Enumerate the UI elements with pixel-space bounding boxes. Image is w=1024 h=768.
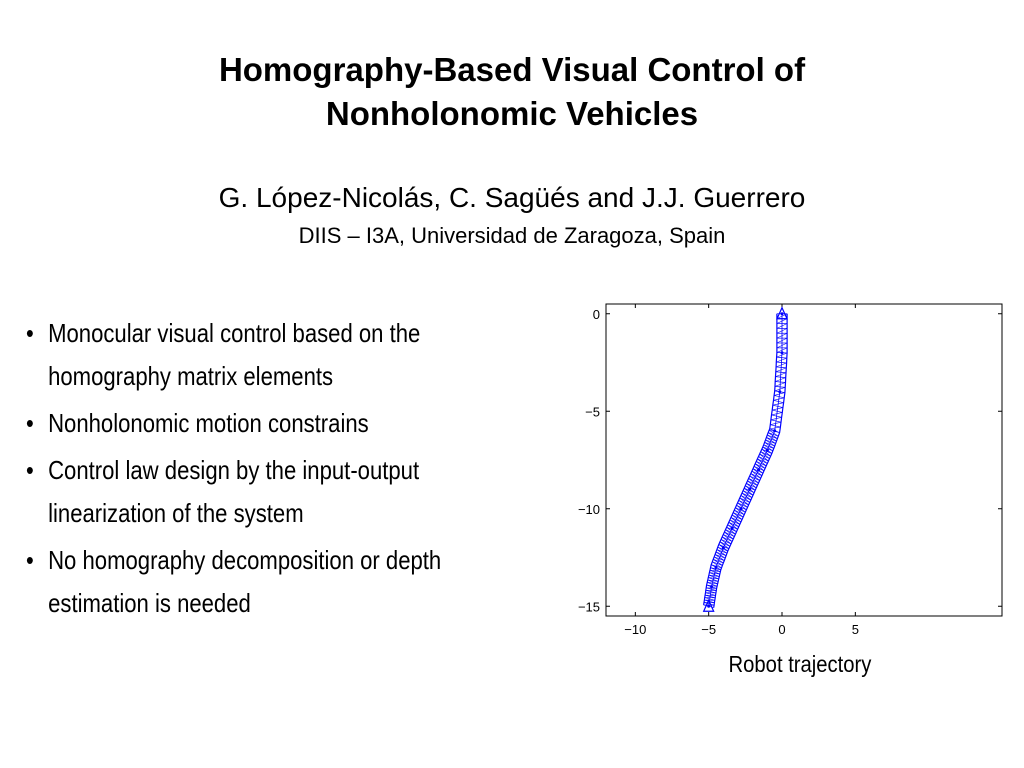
bullet-symbol: • [26,545,34,575]
trajectory-point [739,507,742,510]
trajectory-point [710,585,713,588]
bullet-text-line: Monocular visual control based on the [48,318,421,348]
y-tick-label: 0 [592,306,600,322]
y-tick-label: −15 [577,599,600,615]
x-tick-label: −10 [624,622,647,637]
x-tick-label: 0 [778,622,786,637]
bullet-symbol: • [26,408,34,438]
bullet-item [26,402,575,445]
bullet-text-line: No homography decomposition or depth [48,545,442,575]
trajectory-point [722,546,725,549]
slide-title [0,48,1024,136]
trajectory-point [707,605,710,608]
trajectory-point [715,566,718,569]
x-tick-label: 5 [851,622,859,637]
trajectory-point [731,527,734,530]
trajectory-point [757,468,760,471]
bullet-list [26,312,485,629]
trajectory-point [781,312,784,315]
bullet-text-line: estimation is needed [48,588,251,618]
trajectory-point [773,429,776,432]
authors: G. López-Nicolás, C. Sagüés and J.J. Guerrero [218,182,806,213]
plot-frame [606,304,1002,616]
x-tick-label: −5 [701,622,717,637]
bullet-item [26,449,575,535]
title-line-2: Nonholonomic Vehicles [325,95,699,132]
trajectory-point [748,488,751,491]
bullet-text-line: Nonholonomic motion constrains [48,408,369,438]
y-tick-label: −10 [577,501,600,517]
trajectory-point [781,351,784,354]
bullet-item [26,539,575,625]
bullet-text-line: Control law design by the input-output [48,455,420,485]
bullet-symbol: • [26,455,34,485]
bullet-item [26,312,575,398]
trajectory-point [778,390,781,393]
figure-caption: Robot trajectory [728,651,872,677]
bullet-symbol: • [26,318,34,348]
trajectory-point [766,449,769,452]
affiliation: DIIS – I3A, Universidad de Zaragoza, Spain [298,223,726,248]
title-line-1: Homography-Based Visual Control of [218,51,806,88]
bullet-text-line: linearization of the system [48,498,304,528]
robot-trajectory-plot [560,295,1010,645]
bullet-text-line: homography matrix elements [48,361,334,391]
y-tick-label: −5 [585,404,600,420]
